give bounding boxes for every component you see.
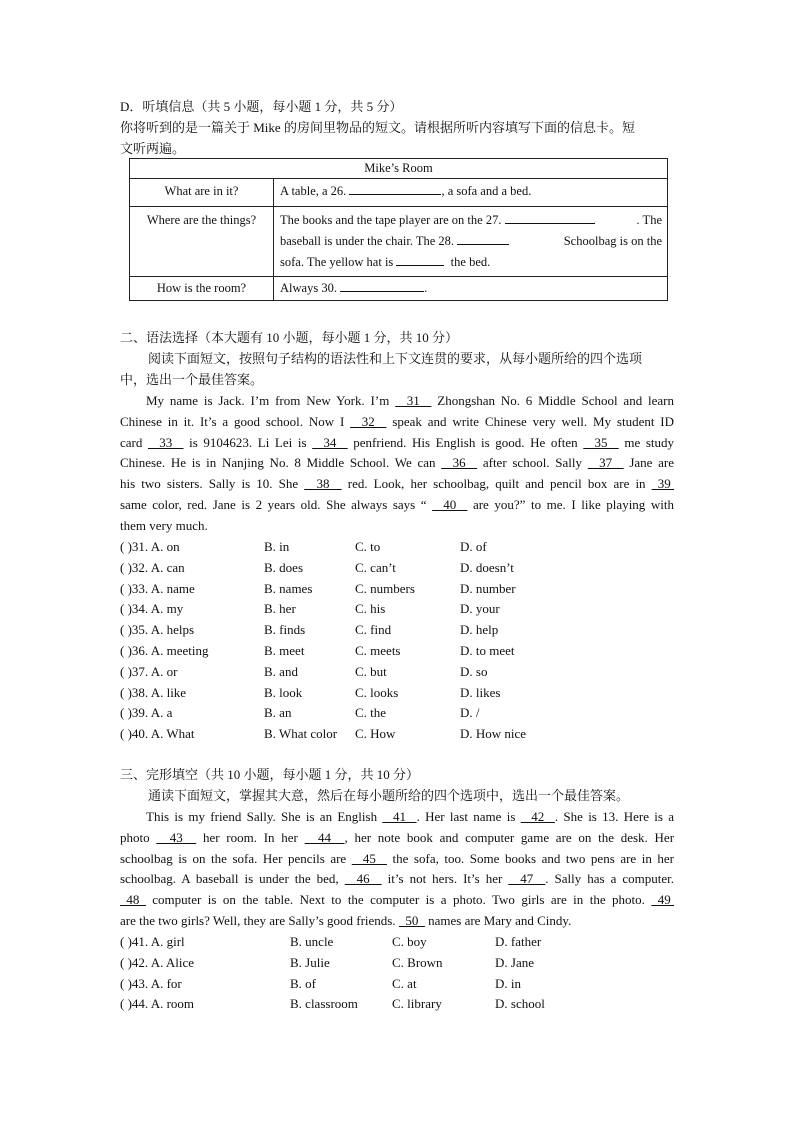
question-option-a[interactable]: ( )32. A. can: [120, 559, 185, 575]
question-option-b[interactable]: B. and: [264, 663, 298, 679]
question-option-b[interactable]: B. finds: [264, 622, 306, 638]
question-option-c[interactable]: C. How: [355, 726, 396, 742]
blank-27[interactable]: [505, 210, 595, 224]
row-value-what: A table, a 26. , a sofa and a bed.: [274, 179, 668, 207]
passage-line: schoolbag. A baseball is under the bed, 46 it’s not hers. It’s her 47 . Sally has a computer.: [120, 871, 674, 887]
passage-line: Chinese. He is in Nanjing No. 8 Middle School. We can 36 after school. Sally 37 Jane are: [120, 455, 675, 471]
answer-blank[interactable]: 42: [520, 809, 555, 824]
question-option-a[interactable]: ( )33. A. name: [120, 580, 195, 596]
blank-29[interactable]: [396, 252, 444, 266]
row-label-where: Where are the things?: [130, 207, 274, 277]
question-option-a[interactable]: ( )39. A. a: [120, 705, 173, 721]
question-option-c[interactable]: C. library: [392, 996, 442, 1012]
question-option-b[interactable]: B. does: [264, 559, 303, 575]
passage-line: This is my friend Sally. She is an English 41 . Her last name is 42 . She is 13. Here is a: [146, 809, 674, 824]
question-option-d[interactable]: D. /: [460, 705, 480, 721]
question-option-d[interactable]: D. your: [460, 601, 500, 617]
question-option-d[interactable]: D. of: [460, 539, 487, 554]
question-option-d[interactable]: D. doesn’t: [460, 559, 514, 575]
section-3-title: 三、完形填空（共 10 小题，每小题 1 分，共 10 分）: [120, 767, 420, 782]
question-option-a[interactable]: ( )43. A. for: [120, 975, 182, 991]
blank-26[interactable]: [349, 181, 441, 195]
question-option-d[interactable]: D. help: [460, 622, 499, 638]
passage-line: 48 computer is on the table. Next to the computer is a photo. Two girls are in the photo. 49: [120, 892, 675, 908]
question-option-c[interactable]: C. meets: [355, 643, 401, 658]
question-option-a[interactable]: ( )41. A. girl: [120, 934, 185, 949]
question-option-c[interactable]: C. boy: [392, 934, 427, 949]
answer-blank[interactable]: 33: [148, 434, 184, 450]
answer-blank[interactable]: 45: [351, 850, 387, 866]
info-card-table: [129, 158, 668, 301]
answer-blank[interactable]: 39: [651, 476, 675, 492]
question-option-c[interactable]: C. his: [355, 601, 386, 617]
blank-28[interactable]: [457, 231, 509, 245]
row-value-how: Always 30. .: [274, 277, 668, 301]
passage-line: card 33 is 9104623. Li Lei is 34 penfriend. His English is good. He often 35 me study: [120, 434, 675, 450]
question-option-b[interactable]: B. Julie: [290, 954, 330, 970]
passage-line: photo 43 her room. In her 44 , her note book and computer game are on the desk. Her: [120, 829, 675, 845]
question-option-c[interactable]: C. find: [355, 622, 392, 638]
passage-line: schoolbag is on the sofa. Her pencils are 45 the sofa, too. Some books and two pens are in her: [120, 850, 674, 866]
question-option-d[interactable]: D. to meet: [460, 643, 515, 658]
row-label-what: What are in it?: [130, 179, 274, 207]
question-option-c[interactable]: C. looks: [355, 684, 399, 700]
question-option-b[interactable]: B. names: [264, 580, 313, 596]
answer-blank[interactable]: 48: [120, 892, 146, 908]
passage-line: are the two girls? Well, they are Sally’s good friends. 50 names are Mary and Cindy.: [120, 913, 572, 928]
question-option-c[interactable]: C. can’t: [355, 559, 396, 575]
answer-blank[interactable]: 32: [350, 413, 387, 429]
section-3-instruction: 通读下面短文，掌握其大意，然后在每小题所给的四个选项中，选出一个最佳答案。: [148, 788, 630, 803]
question-option-a[interactable]: ( )37. A. or: [120, 663, 178, 679]
question-option-d[interactable]: D. so: [460, 663, 488, 679]
question-option-a[interactable]: ( )34. A. my: [120, 601, 184, 617]
section-2-instruction-line2: 中，选出一个最佳答案。: [120, 372, 264, 387]
section-d-instruction-line1: 你将听到的是一篇关于 Mike 的房间里物品的短文。请根据所听内容填写下面的信息卡。短: [120, 120, 635, 135]
question-option-d[interactable]: D. likes: [460, 684, 501, 700]
answer-blank[interactable]: 34: [312, 434, 348, 450]
section-2-instruction-line1: 阅读下面短文，按照句子结构的语法性和上下文连贯的要求，从每小题所给的四个选项: [148, 351, 643, 366]
question-option-c[interactable]: C. numbers: [355, 580, 415, 596]
question-option-c[interactable]: C. the: [355, 705, 387, 721]
section-d-instruction-line2: 文听两遍。: [120, 141, 186, 156]
answer-blank[interactable]: 38: [304, 476, 342, 492]
row-value-where: The books and the tape player are on the 27. . The baseball is under the chair. The 28. Schoolbag is on the sofa. The yellow hat is the bed.: [274, 207, 668, 277]
question-option-b[interactable]: B. of: [290, 975, 316, 991]
question-option-b[interactable]: B. uncle: [290, 934, 334, 949]
answer-blank[interactable]: 44: [304, 829, 345, 845]
question-option-a[interactable]: ( )40. A. What: [120, 726, 195, 742]
question-option-b[interactable]: B. in: [264, 539, 290, 554]
section-d-title: D．听填信息（共 5 小题，每小题 1 分，共 5 分）: [120, 99, 403, 114]
passage-line: Chinese in it. It’s a good school. Now I 32 speak and write Chinese very well. My student ID: [120, 413, 674, 429]
passage-line: them very much.: [120, 517, 208, 533]
question-option-d[interactable]: D. Jane: [495, 954, 534, 970]
answer-blank[interactable]: 50: [398, 913, 425, 928]
question-option-b[interactable]: B. classroom: [290, 996, 358, 1012]
question-option-c[interactable]: C. to: [355, 539, 381, 554]
table-header: Mike’s Room: [130, 159, 668, 179]
question-option-d[interactable]: D. school: [495, 996, 545, 1012]
question-option-a[interactable]: ( )35. A. helps: [120, 622, 195, 638]
answer-blank[interactable]: 41: [382, 809, 417, 824]
question-option-c[interactable]: C. Brown: [392, 954, 443, 970]
answer-blank[interactable]: 35: [583, 434, 619, 450]
question-option-a[interactable]: ( )42. A. Alice: [120, 954, 195, 970]
answer-blank[interactable]: 40: [432, 497, 468, 512]
answer-blank[interactable]: 31: [395, 393, 432, 408]
question-option-b[interactable]: B. What color: [264, 726, 338, 742]
answer-blank[interactable]: 47: [508, 871, 546, 887]
passage-line: his two sisters. Sally is 10. She 38 red. Look, her schoolbag, quilt and pencil box are in 39: [120, 476, 675, 492]
answer-blank[interactable]: 37: [587, 455, 624, 471]
question-option-d[interactable]: D. How nice: [460, 726, 527, 742]
question-option-a[interactable]: ( )31. A. on: [120, 539, 180, 554]
question-option-a[interactable]: ( )36. A. meeting: [120, 643, 209, 658]
question-option-b[interactable]: B. meet: [264, 643, 305, 658]
answer-blank[interactable]: 36: [441, 455, 478, 471]
question-option-a[interactable]: ( )44. A. room: [120, 996, 195, 1012]
question-option-d[interactable]: D. in: [495, 975, 521, 991]
answer-blank[interactable]: 43: [156, 829, 197, 845]
blank-30[interactable]: [340, 278, 424, 292]
passage-line: same color, red. Jane is 2 years old. She always says “ 40 are you?” to me. I like playing with: [120, 497, 674, 512]
answer-blank[interactable]: 46: [344, 871, 382, 887]
passage-line: My name is Jack. I’m from New York. I’m 31 Zhongshan No. 6 Middle School and learn: [146, 393, 674, 408]
question-option-a[interactable]: ( )38. A. like: [120, 684, 187, 700]
question-option-d[interactable]: D. father: [495, 934, 542, 949]
question-option-b[interactable]: B. an: [264, 705, 292, 721]
answer-blank[interactable]: 49: [651, 892, 675, 908]
row-label-how: How is the room?: [130, 277, 274, 301]
question-option-b[interactable]: B. her: [264, 601, 296, 617]
section-2-title: 二、语法选择（本大题有 10 小题，每小题 1 分，共 10 分）: [120, 330, 459, 345]
question-option-b[interactable]: B. look: [264, 684, 303, 700]
question-option-c[interactable]: C. but: [355, 663, 387, 679]
question-option-c[interactable]: C. at: [392, 975, 417, 991]
question-option-d[interactable]: D. number: [460, 580, 516, 596]
